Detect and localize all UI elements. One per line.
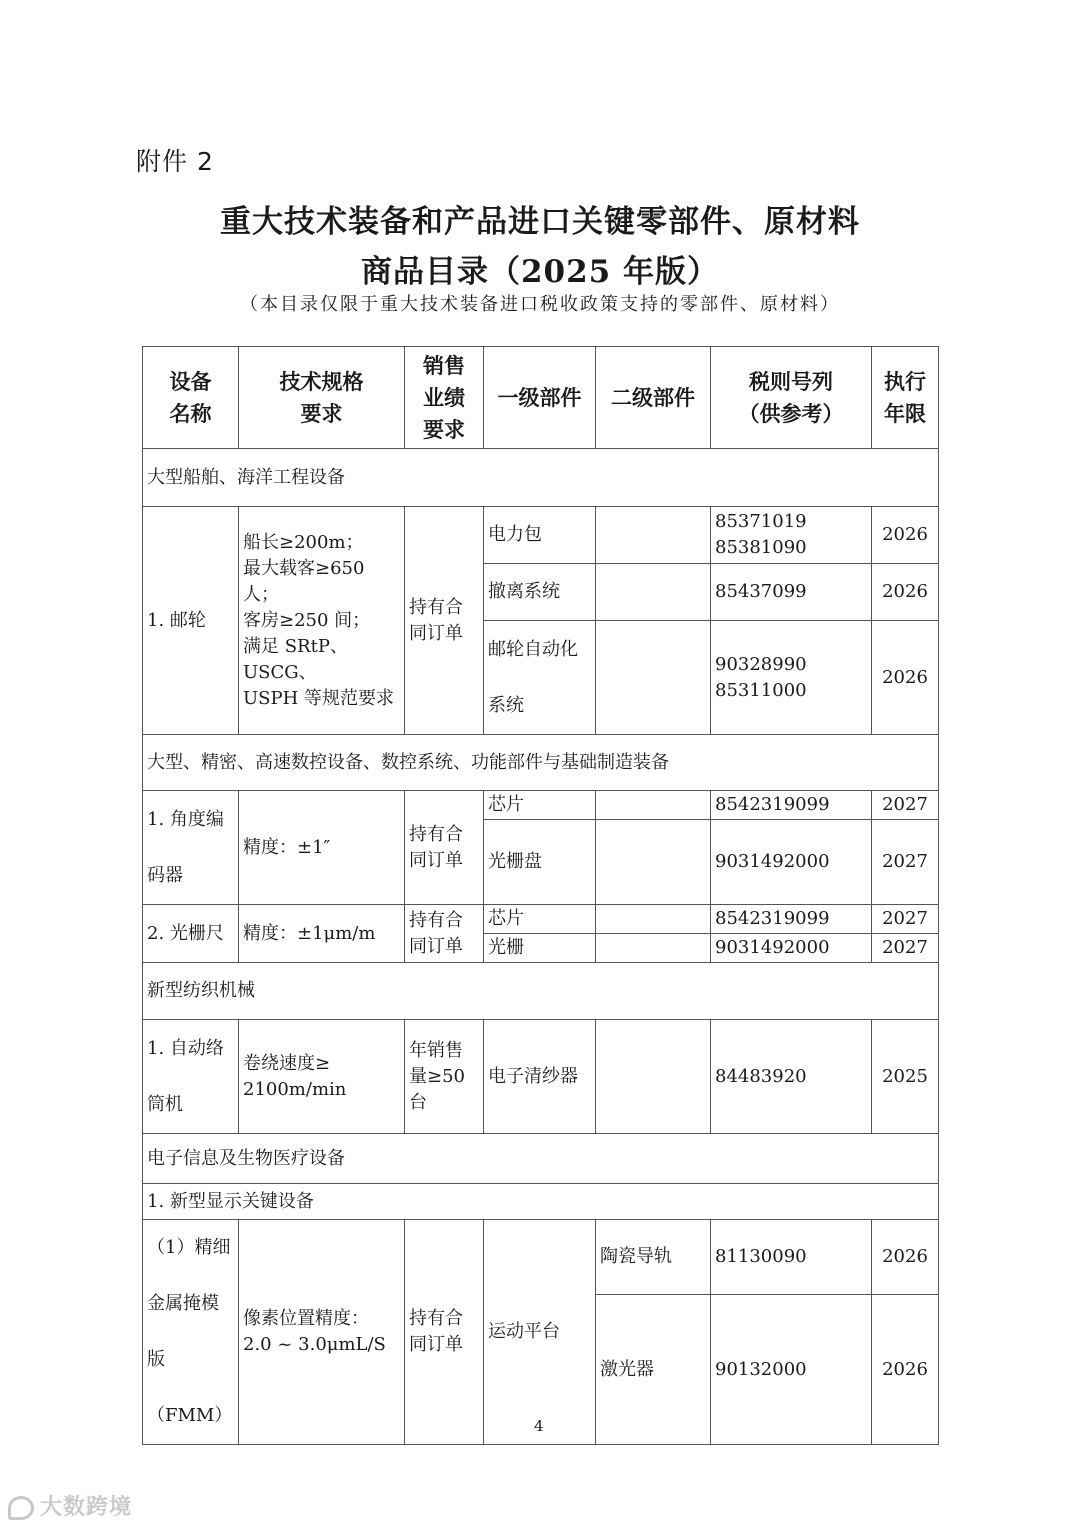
level1-part: 电力包 <box>484 507 596 564</box>
section-row <box>143 963 939 1020</box>
effective-year: 2026 <box>872 1295 939 1445</box>
header-level2-part: 二级部件 <box>596 347 711 449</box>
level1-part: 芯片 <box>484 905 596 934</box>
header-tariff-code: 税则号列 （供参考） <box>711 347 872 449</box>
tech-spec: 卷绕速度≥ 2100m/min <box>239 1020 405 1134</box>
level1-part: 运动平台 <box>484 1220 596 1445</box>
equipment-name: 1. 邮轮 <box>143 507 239 735</box>
table-row <box>143 905 939 934</box>
level2-part: 陶瓷导轨 <box>596 1220 711 1295</box>
tariff-code: 85437099 <box>711 564 872 621</box>
tariff-code: 9031492000 <box>711 820 872 905</box>
subsection-row <box>143 1184 939 1220</box>
level2-part <box>596 791 711 820</box>
section-row <box>143 735 939 791</box>
level2-part <box>596 564 711 621</box>
level1-part: 电子清纱器 <box>484 1020 596 1134</box>
sales-requirement: 持有合 同订单 <box>405 507 484 735</box>
effective-year: 2026 <box>872 1220 939 1295</box>
table-row <box>143 1020 939 1134</box>
level2-part: 激光器 <box>596 1295 711 1445</box>
section-row <box>143 1134 939 1184</box>
header-row <box>143 347 939 449</box>
header-tech-spec: 技术规格 要求 <box>239 347 405 449</box>
header-sales-requirement: 销售 业绩 要求 <box>405 347 484 449</box>
sales-requirement: 持有合 同订单 <box>405 791 484 905</box>
document-subtitle: （本目录仅限于重大技术装备进口税收政策支持的零部件、原材料） <box>240 294 840 315</box>
tariff-code: 85371019 85381090 <box>711 507 872 564</box>
section-title: 大型、精密、高速数控设备、数控系统、功能部件与基础制造装备 <box>143 735 939 791</box>
tech-spec: 像素位置精度： 2.0 ~ 3.0μmL/S <box>239 1220 405 1445</box>
tariff-code: 90132000 <box>711 1295 872 1445</box>
level1-part: 光栅 <box>484 934 596 963</box>
section-row <box>143 449 939 507</box>
effective-year: 2027 <box>872 820 939 905</box>
level2-part <box>596 1020 711 1134</box>
level2-part <box>596 934 711 963</box>
header-level1-part: 一级部件 <box>484 347 596 449</box>
level2-part <box>596 820 711 905</box>
section-title: 大型船舶、海洋工程设备 <box>143 449 939 507</box>
effective-year: 2026 <box>872 621 939 735</box>
document-title-line1: 重大技术装备和产品进口关键零部件、原材料 <box>220 204 860 240</box>
effective-year: 2025 <box>872 1020 939 1134</box>
tech-spec: 精度：±1″ <box>239 791 405 905</box>
effective-year: 2027 <box>872 905 939 934</box>
tariff-code: 81130090 <box>711 1220 872 1295</box>
equipment-name: （1）精细金属掩模版（FMM） <box>143 1220 239 1445</box>
header-effective-year: 执行 年限 <box>872 347 939 449</box>
table-row <box>143 1220 939 1295</box>
level1-part: 撤离系统 <box>484 564 596 621</box>
tariff-code: 90328990 85311000 <box>711 621 872 735</box>
header-equipment-name: 设备 名称 <box>143 347 239 449</box>
level1-part: 芯片 <box>484 791 596 820</box>
watermark-logo-icon <box>8 1496 34 1520</box>
effective-year: 2026 <box>872 507 939 564</box>
tariff-code: 8542319099 <box>711 905 872 934</box>
watermark: 大数跨境 <box>8 1490 132 1521</box>
equipment-name: 2. 光栅尺 <box>143 905 239 963</box>
effective-year: 2027 <box>872 791 939 820</box>
section-title: 新型纺织机械 <box>143 963 939 1020</box>
equipment-name: 1. 自动络筒机 <box>143 1020 239 1134</box>
table-row <box>143 507 939 564</box>
level2-part <box>596 621 711 735</box>
sales-requirement: 持有合 同订单 <box>405 1220 484 1445</box>
level2-part <box>596 507 711 564</box>
attachment-label: 附件 2 <box>136 147 214 176</box>
level1-part: 光栅盘 <box>484 820 596 905</box>
subsection-title: 1. 新型显示关键设备 <box>143 1184 939 1220</box>
tariff-code: 8542319099 <box>711 791 872 820</box>
tariff-code: 9031492000 <box>711 934 872 963</box>
effective-year: 2026 <box>872 564 939 621</box>
equipment-name: 1. 角度编码器 <box>143 791 239 905</box>
catalog-table <box>142 346 939 1445</box>
table-row <box>143 791 939 820</box>
document-title-line2: 商品目录（2025 年版） <box>360 254 720 290</box>
sales-requirement: 年销售 量≥50 台 <box>405 1020 484 1134</box>
level2-part <box>596 905 711 934</box>
section-title: 电子信息及生物医疗设备 <box>143 1134 939 1184</box>
tech-spec: 船长≥200m； 最大载客≥650 人； 客房≥250 间； 满足 SRtP、USCG、 USPH 等规范要求 <box>239 507 405 735</box>
page-number: 4 <box>534 1417 544 1435</box>
tech-spec: 精度：±1μm/m <box>239 905 405 963</box>
tariff-code: 84483920 <box>711 1020 872 1134</box>
effective-year: 2027 <box>872 934 939 963</box>
sales-requirement: 持有合 同订单 <box>405 905 484 963</box>
level1-part: 邮轮自动化系统 <box>484 621 596 735</box>
